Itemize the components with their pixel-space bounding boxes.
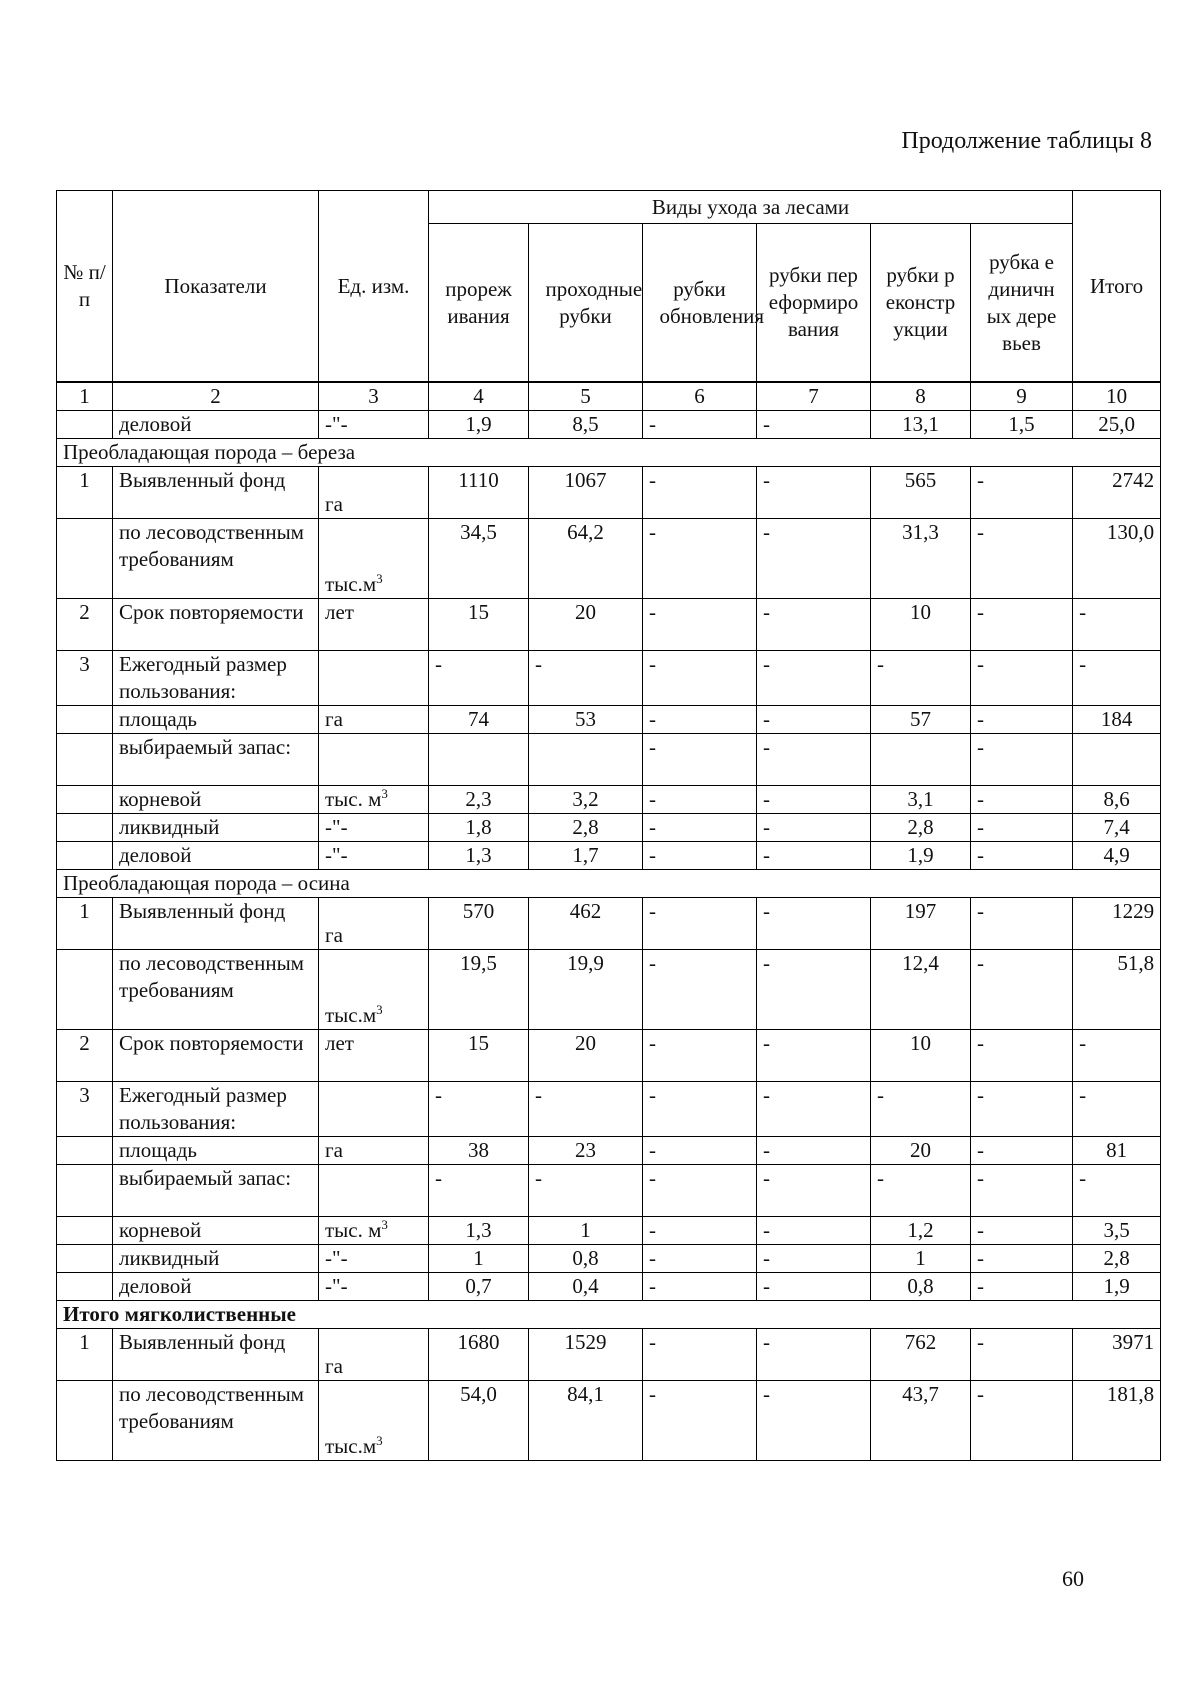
- value-passing: 1,7: [529, 842, 643, 870]
- unit: -"-: [319, 814, 429, 842]
- value-reconstruction: 3,1: [871, 786, 971, 814]
- indicator-name: деловой: [113, 842, 319, 870]
- value-passing: 64,2: [529, 519, 643, 599]
- unit-superscript: 3: [376, 571, 383, 586]
- value-reconstruction: 13,1: [871, 411, 971, 439]
- unit: -"-: [319, 1273, 429, 1301]
- indicator-name: Выявленный фонд: [113, 467, 319, 519]
- indicator-name: корневой: [113, 786, 319, 814]
- value-total: -: [1073, 651, 1161, 706]
- unit-text: тыс.м: [325, 572, 377, 596]
- row-business-top: [57, 411, 1161, 439]
- header-unit: Ед. изм.: [319, 191, 429, 383]
- indicator-name: Срок повторяемости: [113, 599, 319, 651]
- unit: [319, 1217, 429, 1245]
- value-thinning: 1,9: [429, 411, 529, 439]
- value-reformation: -: [757, 814, 871, 842]
- section-title-row: [57, 439, 1161, 467]
- value-reconstruction: 1,2: [871, 1217, 971, 1245]
- value-thinning: 54,0: [429, 1381, 529, 1461]
- row-number: 3: [57, 651, 113, 706]
- value-thinning: 1,8: [429, 814, 529, 842]
- value-total: 3971: [1073, 1329, 1161, 1381]
- row-number: [57, 411, 113, 439]
- value-passing: 0,4: [529, 1273, 643, 1301]
- value-reformation: -: [757, 1381, 871, 1461]
- row-number: [57, 1273, 113, 1301]
- value-passing: 1529: [529, 1329, 643, 1381]
- indicator-name: Срок повторяемости: [113, 1030, 319, 1082]
- indicator-name: площадь: [113, 1137, 319, 1165]
- value-reformation: -: [757, 1273, 871, 1301]
- indicator-name: деловой: [113, 411, 319, 439]
- value-total: 184: [1073, 706, 1161, 734]
- row-stock: [57, 734, 1161, 786]
- value-renewal: -: [643, 599, 757, 651]
- row-number: 2: [57, 599, 113, 651]
- row-liquid: [57, 1245, 1161, 1273]
- value-total: 8,6: [1073, 786, 1161, 814]
- value-passing: [529, 734, 643, 786]
- row-annual-use: [57, 1082, 1161, 1137]
- total-title: Итого мягколиственные: [57, 1301, 1161, 1329]
- unit: га: [319, 1329, 429, 1381]
- value-thinning: [429, 734, 529, 786]
- value-reformation: -: [757, 706, 871, 734]
- value-renewal: -: [643, 1381, 757, 1461]
- value-passing: 20: [529, 599, 643, 651]
- value-renewal: -: [643, 1329, 757, 1381]
- value-renewal: -: [643, 467, 757, 519]
- value-thinning: 1110: [429, 467, 529, 519]
- column-number: 8: [871, 382, 971, 411]
- row-number: [57, 950, 113, 1030]
- row-number: [57, 786, 113, 814]
- value-passing: 3,2: [529, 786, 643, 814]
- value-renewal: -: [643, 1217, 757, 1245]
- row-number: [57, 734, 113, 786]
- value-thinning: 38: [429, 1137, 529, 1165]
- value-passing: 0,8: [529, 1245, 643, 1273]
- indicator-name: деловой: [113, 1273, 319, 1301]
- value-reformation: -: [757, 1165, 871, 1217]
- row-number: [57, 1245, 113, 1273]
- unit: [319, 1381, 429, 1461]
- value-renewal: -: [643, 1245, 757, 1273]
- header-passing-cuts: проходные рубки: [529, 224, 643, 382]
- value-total: 4,9: [1073, 842, 1161, 870]
- value-single: -: [971, 1329, 1073, 1381]
- value-thinning: 19,5: [429, 950, 529, 1030]
- value-total: 51,8: [1073, 950, 1161, 1030]
- unit: [319, 786, 429, 814]
- header-reconstruction-cuts: рубки реконструкции: [871, 224, 971, 382]
- value-reconstruction: -: [871, 1082, 971, 1137]
- value-passing: 20: [529, 1030, 643, 1082]
- value-thinning: 74: [429, 706, 529, 734]
- value-single: -: [971, 950, 1073, 1030]
- value-single: -: [971, 1082, 1073, 1137]
- row-repeat-period: [57, 599, 1161, 651]
- value-renewal: -: [643, 519, 757, 599]
- unit-text: тыс.м: [325, 1003, 377, 1027]
- value-reformation: -: [757, 651, 871, 706]
- value-single: -: [971, 519, 1073, 599]
- indicator-name: ликвидный: [113, 1245, 319, 1273]
- header-no: № п/п: [57, 191, 113, 383]
- value-thinning: 1: [429, 1245, 529, 1273]
- value-single: -: [971, 814, 1073, 842]
- unit: лет: [319, 599, 429, 651]
- value-renewal: -: [643, 1137, 757, 1165]
- unit-text: тыс.м: [325, 1434, 377, 1458]
- indicator-name: ликвидный: [113, 814, 319, 842]
- row-identified-fund: [57, 1329, 1161, 1381]
- value-passing: -: [529, 1082, 643, 1137]
- value-reformation: -: [757, 734, 871, 786]
- value-reconstruction: 20: [871, 1137, 971, 1165]
- unit-text: тыс. м: [325, 1218, 382, 1242]
- unit: [319, 651, 429, 706]
- value-reconstruction: 10: [871, 599, 971, 651]
- indicator-name: Выявленный фонд: [113, 898, 319, 950]
- page-number: 60: [1062, 1566, 1084, 1591]
- value-reconstruction: 1: [871, 1245, 971, 1273]
- unit: га: [319, 706, 429, 734]
- section-title: Преобладающая порода – осина: [57, 870, 1161, 898]
- indicator-name: Ежегодный размер пользования:: [113, 651, 319, 706]
- value-passing: -: [529, 1165, 643, 1217]
- value-reformation: -: [757, 599, 871, 651]
- column-number: 2: [113, 382, 319, 411]
- total-title-row: [57, 1301, 1161, 1329]
- value-renewal: -: [643, 706, 757, 734]
- header-renewal-cuts: рубки обновления: [643, 224, 757, 382]
- value-total: 7,4: [1073, 814, 1161, 842]
- row-silvicultural-req: [57, 519, 1161, 599]
- row-business: [57, 1273, 1161, 1301]
- column-number: 10: [1073, 382, 1161, 411]
- unit: [319, 734, 429, 786]
- row-number: 2: [57, 1030, 113, 1082]
- value-reformation: -: [757, 411, 871, 439]
- value-total: [1073, 734, 1161, 786]
- value-total: -: [1073, 599, 1161, 651]
- value-reformation: -: [757, 786, 871, 814]
- value-single: -: [971, 1165, 1073, 1217]
- value-renewal: -: [643, 1165, 757, 1217]
- column-number: 1: [57, 382, 113, 411]
- indicator-name: по лесоводственным требованиям: [113, 519, 319, 599]
- value-single: -: [971, 842, 1073, 870]
- unit-text: тыс. м: [325, 787, 382, 811]
- table-caption: Продолжение таблицы 8: [901, 128, 1152, 154]
- value-reconstruction: -: [871, 651, 971, 706]
- forest-care-table: [56, 190, 1161, 1461]
- value-total: 2742: [1073, 467, 1161, 519]
- header-total: Итого: [1073, 191, 1161, 383]
- unit: [319, 1082, 429, 1137]
- value-thinning: -: [429, 651, 529, 706]
- value-renewal: -: [643, 411, 757, 439]
- unit: га: [319, 1137, 429, 1165]
- column-number: 7: [757, 382, 871, 411]
- row-number: [57, 842, 113, 870]
- value-reformation: -: [757, 1329, 871, 1381]
- value-renewal: -: [643, 1030, 757, 1082]
- value-renewal: -: [643, 950, 757, 1030]
- unit-superscript: 3: [376, 1433, 383, 1448]
- unit: -"-: [319, 1245, 429, 1273]
- row-annual-use: [57, 651, 1161, 706]
- value-thinning: 1,3: [429, 1217, 529, 1245]
- value-thinning: 0,7: [429, 1273, 529, 1301]
- row-number: [57, 1165, 113, 1217]
- value-thinning: 1680: [429, 1329, 529, 1381]
- value-reformation: -: [757, 1030, 871, 1082]
- value-reconstruction: 1,9: [871, 842, 971, 870]
- value-reformation: -: [757, 519, 871, 599]
- header-group: Виды ухода за лесами: [429, 191, 1073, 224]
- value-single: -: [971, 706, 1073, 734]
- value-renewal: -: [643, 786, 757, 814]
- row-area: [57, 1137, 1161, 1165]
- value-reformation: -: [757, 898, 871, 950]
- column-number: 9: [971, 382, 1073, 411]
- unit-superscript: 3: [376, 1002, 383, 1017]
- value-single: -: [971, 1217, 1073, 1245]
- section-title: Преобладающая порода – береза: [57, 439, 1161, 467]
- value-reformation: -: [757, 467, 871, 519]
- value-renewal: -: [643, 1273, 757, 1301]
- value-renewal: -: [643, 898, 757, 950]
- row-silvicultural-req: [57, 950, 1161, 1030]
- value-total: 1,9: [1073, 1273, 1161, 1301]
- unit: [319, 519, 429, 599]
- value-total: 181,8: [1073, 1381, 1161, 1461]
- row-stock: [57, 1165, 1161, 1217]
- unit-superscript: 3: [381, 1217, 388, 1232]
- row-number: 1: [57, 467, 113, 519]
- value-single: -: [971, 1381, 1073, 1461]
- value-passing: -: [529, 651, 643, 706]
- unit: -"-: [319, 842, 429, 870]
- value-thinning: 15: [429, 1030, 529, 1082]
- column-numbers-row: [57, 382, 1161, 411]
- header-thinning: прореживания: [429, 224, 529, 382]
- value-passing: 53: [529, 706, 643, 734]
- row-number: [57, 1137, 113, 1165]
- value-reformation: -: [757, 1217, 871, 1245]
- value-passing: 1067: [529, 467, 643, 519]
- value-reformation: -: [757, 1082, 871, 1137]
- value-renewal: -: [643, 842, 757, 870]
- indicator-name: Выявленный фонд: [113, 1329, 319, 1381]
- value-total: 25,0: [1073, 411, 1161, 439]
- value-thinning: 15: [429, 599, 529, 651]
- value-total: 1229: [1073, 898, 1161, 950]
- value-reformation: -: [757, 950, 871, 1030]
- row-number: [57, 1381, 113, 1461]
- row-area: [57, 706, 1161, 734]
- value-single: -: [971, 651, 1073, 706]
- row-identified-fund: [57, 898, 1161, 950]
- row-number: 1: [57, 898, 113, 950]
- value-reformation: -: [757, 1245, 871, 1273]
- row-root: [57, 786, 1161, 814]
- value-renewal: -: [643, 651, 757, 706]
- row-repeat-period: [57, 1030, 1161, 1082]
- value-reconstruction: 2,8: [871, 814, 971, 842]
- unit: -"-: [319, 411, 429, 439]
- value-passing: 2,8: [529, 814, 643, 842]
- row-identified-fund: [57, 467, 1161, 519]
- value-total: 130,0: [1073, 519, 1161, 599]
- indicator-name: Ежегодный размер пользования:: [113, 1082, 319, 1137]
- value-single: -: [971, 898, 1073, 950]
- indicator-name: по лесоводственным требованиям: [113, 1381, 319, 1461]
- value-passing: 8,5: [529, 411, 643, 439]
- indicator-name: по лесоводственным требованиям: [113, 950, 319, 1030]
- indicator-name: площадь: [113, 706, 319, 734]
- row-number: [57, 1217, 113, 1245]
- row-number: [57, 706, 113, 734]
- value-total: -: [1073, 1030, 1161, 1082]
- value-single: -: [971, 1245, 1073, 1273]
- value-thinning: 1,3: [429, 842, 529, 870]
- row-business: [57, 842, 1161, 870]
- value-reconstruction: 197: [871, 898, 971, 950]
- row-number: 1: [57, 1329, 113, 1381]
- value-reconstruction: [871, 734, 971, 786]
- value-single: -: [971, 1273, 1073, 1301]
- value-thinning: -: [429, 1165, 529, 1217]
- value-reconstruction: 57: [871, 706, 971, 734]
- value-single: -: [971, 599, 1073, 651]
- value-total: 3,5: [1073, 1217, 1161, 1245]
- value-single: -: [971, 786, 1073, 814]
- value-passing: 19,9: [529, 950, 643, 1030]
- value-reconstruction: 0,8: [871, 1273, 971, 1301]
- value-reconstruction: 12,4: [871, 950, 971, 1030]
- value-passing: 23: [529, 1137, 643, 1165]
- indicator-name: корневой: [113, 1217, 319, 1245]
- value-total: -: [1073, 1082, 1161, 1137]
- value-passing: 1: [529, 1217, 643, 1245]
- value-single: -: [971, 467, 1073, 519]
- value-single: -: [971, 1030, 1073, 1082]
- value-passing: 84,1: [529, 1381, 643, 1461]
- row-liquid: [57, 814, 1161, 842]
- row-number: [57, 814, 113, 842]
- unit: га: [319, 467, 429, 519]
- row-root: [57, 1217, 1161, 1245]
- unit: лет: [319, 1030, 429, 1082]
- column-number: 3: [319, 382, 429, 411]
- row-number: [57, 519, 113, 599]
- value-single: -: [971, 734, 1073, 786]
- column-number: 6: [643, 382, 757, 411]
- value-total: -: [1073, 1165, 1161, 1217]
- value-reconstruction: 31,3: [871, 519, 971, 599]
- indicator-name: выбираемый запас:: [113, 734, 319, 786]
- value-single: 1,5: [971, 411, 1073, 439]
- header-single-trees: рубка единичных деревьев: [971, 224, 1073, 382]
- section-title-row: [57, 870, 1161, 898]
- value-single: -: [971, 1137, 1073, 1165]
- header-row-1: [57, 191, 1161, 224]
- indicator-name: выбираемый запас:: [113, 1165, 319, 1217]
- column-number: 5: [529, 382, 643, 411]
- value-reconstruction: 565: [871, 467, 971, 519]
- unit-superscript: 3: [381, 786, 388, 801]
- value-reconstruction: -: [871, 1165, 971, 1217]
- value-reconstruction: 762: [871, 1329, 971, 1381]
- row-number: 3: [57, 1082, 113, 1137]
- value-thinning: -: [429, 1082, 529, 1137]
- value-thinning: 570: [429, 898, 529, 950]
- value-passing: 462: [529, 898, 643, 950]
- unit: [319, 950, 429, 1030]
- header-reformation-cuts: рубки переформирования: [757, 224, 871, 382]
- value-reformation: -: [757, 842, 871, 870]
- value-thinning: 34,5: [429, 519, 529, 599]
- value-total: 2,8: [1073, 1245, 1161, 1273]
- unit: га: [319, 898, 429, 950]
- unit: [319, 1165, 429, 1217]
- value-total: 81: [1073, 1137, 1161, 1165]
- value-reformation: -: [757, 1137, 871, 1165]
- value-renewal: -: [643, 734, 757, 786]
- column-number: 4: [429, 382, 529, 411]
- value-thinning: 2,3: [429, 786, 529, 814]
- header-indicator: Показатели: [113, 191, 319, 383]
- row-silvicultural-req: [57, 1381, 1161, 1461]
- value-reconstruction: 43,7: [871, 1381, 971, 1461]
- value-renewal: -: [643, 1082, 757, 1137]
- value-reconstruction: 10: [871, 1030, 971, 1082]
- value-renewal: -: [643, 814, 757, 842]
